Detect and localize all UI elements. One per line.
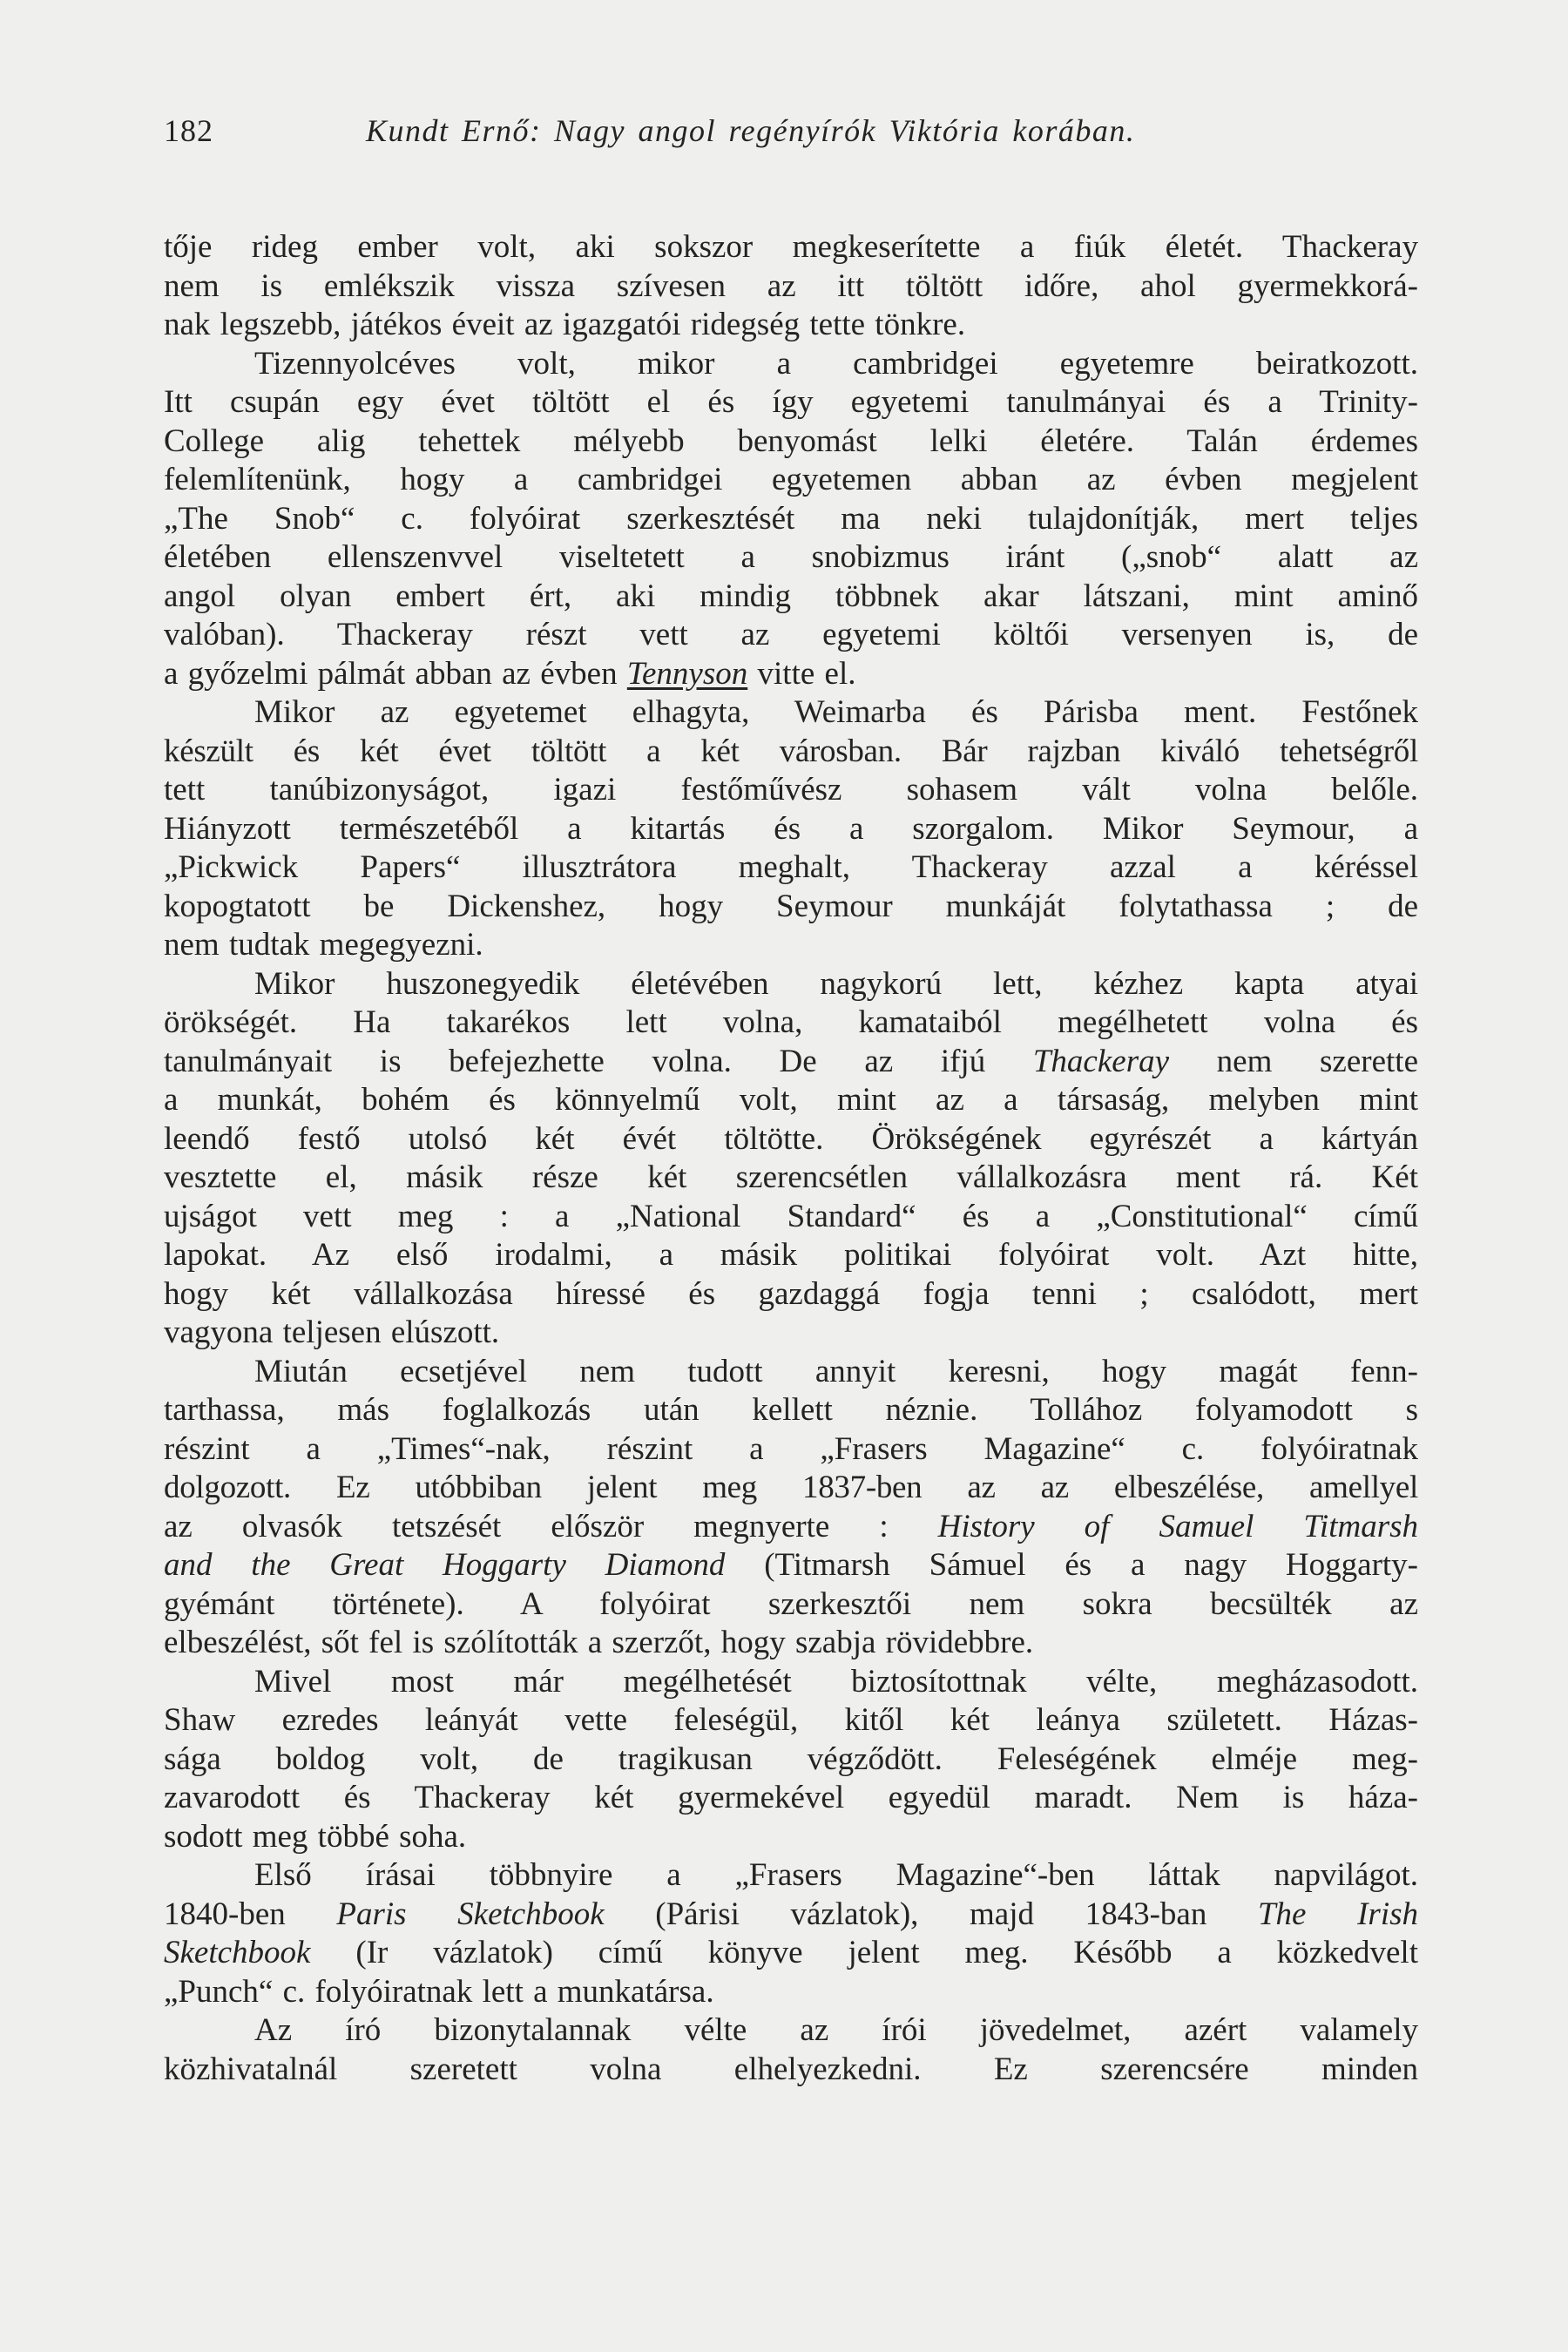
- text-line: Shaw ezredes leányát vette feleségül, kitől két leánya született. Házas-: [164, 1702, 1418, 1738]
- text-line: örökségét. Ha takarékos lett volna, kamataiból megélhetett volna és: [164, 1004, 1418, 1040]
- text-line: a munkát, bohém és könnyelmű volt, mint az a társaság, melyben mint: [164, 1082, 1418, 1118]
- text-line: a győzelmi pálmát abban az évben Tennyson vitte el.: [164, 655, 856, 692]
- text-line: leendő festő utolsó két évét töltötte. Örökségének egyrészét a kártyán: [164, 1120, 1418, 1157]
- text-line: „Pickwick Papers“ illusztrátora meghalt, Thackeray azzal a kéréssel: [164, 849, 1418, 885]
- text-line: Hiányzott természetéből a kitartás és a szorgalom. Mikor Seymour, a: [164, 810, 1418, 847]
- text-line: tarthassa, más foglalkozás után kellett néznie. Tollához folyamodott s: [164, 1392, 1418, 1428]
- italic-title: The Irish: [1257, 1896, 1419, 1932]
- text-line: Miután ecsetjével nem tudott annyit keresni, hogy magát fenn-: [254, 1353, 1418, 1389]
- text-line: and the Great Hoggarty Diamond (Titmarsh Sámuel és a nagy Hoggarty-: [164, 1547, 1418, 1583]
- text-line: készült és két évet töltött a két városban. Bár rajzban kiváló tehetségről: [164, 733, 1418, 769]
- text-line: tanulmányait is befejezhette volna. De az ifjú Thackeray nem szerette: [164, 1043, 1418, 1079]
- text-line: „Punch“ c. folyóiratnak lett a munkatársa.: [164, 1973, 714, 2010]
- text-line: részint a „Times“-nak, részint a „Frasers Magazine“ c. folyóiratnak: [164, 1430, 1418, 1467]
- italic-name: Tennyson: [626, 655, 748, 692]
- italic-name: Thackeray: [1032, 1043, 1170, 1079]
- italic-title: Sketchbook: [164, 1935, 311, 1970]
- text-line: felemlítenünk, hogy a cambridgei egyetemen abban az évben megjelent: [164, 462, 1418, 497]
- text-line: „The Snob“ c. folyóirat szerkesztését ma neki tulajdonítják, mert teljes: [164, 500, 1418, 537]
- text-line: ujságot vett meg : a „National Standard“ és a „Constitutional“ című: [164, 1198, 1418, 1234]
- text-line: valóban). Thackeray részt vett az egyetemi költői versenyen is, de: [164, 617, 1418, 652]
- text-line: sodott meg többé soha.: [164, 1818, 467, 1855]
- text-line: 1840-ben Paris Sketchbook (Párisi vázlatok), majd 1843-ban The Irish: [164, 1896, 1419, 1932]
- page-header: [164, 105, 1418, 157]
- italic-title: and the Great Hoggarty Diamond: [164, 1547, 726, 1583]
- page-number: 182: [164, 113, 213, 148]
- text-line: Sketchbook (Ir vázlatok) című könyve jelent meg. Később a közkedvelt: [164, 1935, 1418, 1970]
- text-line: angol olyan embert ért, aki mindig többnek akar látszani, mint aminő: [164, 578, 1418, 614]
- text-line: vagyona teljesen elúszott.: [164, 1315, 500, 1350]
- text-line: Az író bizonytalannak vélte az írói jövedelmet, azért valamely: [254, 2012, 1418, 2048]
- text-line: Itt csupán egy évet töltött el és így egyetemi tanulmányai és a Trinity-: [164, 384, 1418, 420]
- text-line: tője rideg ember volt, aki sokszor megkeserítette a fiúk életét. Thackeray: [164, 229, 1418, 265]
- text-line: Mivel most már megélhetését biztosítottnak vélte, megházasodott.: [254, 1663, 1418, 1700]
- text-line: tett tanúbizonyságot, igazi festőművész sohasem vált volna belőle.: [164, 772, 1418, 808]
- text-line: nak legszebb, játékos éveit az igazgatói ridegség tette tönkre.: [164, 307, 966, 342]
- text-line: College alig tehettek mélyebb benyomást lelki életére. Talán érdemes: [164, 422, 1418, 459]
- text-line: Mikor huszonegyedik életévében nagykorú lett, kézhez kapta atyai: [254, 965, 1418, 1002]
- text-line: életében ellenszenvvel viseltetett a snobizmus iránt („snob“ alatt az: [164, 539, 1418, 575]
- text-line: közhivatalnál szeretett volna elhelyezkedni. Ez szerencsére minden: [164, 2051, 1418, 2087]
- running-title: Kundt Ernő: Nagy angol regényírók Viktória korában.: [366, 113, 1136, 148]
- text-line: Tizennyolcéves volt, mikor a cambridgei egyetemre beiratkozott.: [254, 345, 1418, 382]
- text-line: kopogtatott be Dickenshez, hogy Seymour munkáját folytathassa ; de: [164, 888, 1418, 924]
- text-line: nem is emlékszik vissza szívesen az itt töltött időre, ahol gyermekkorá-: [164, 267, 1418, 304]
- text-line: Első írásai többnyire a „Frasers Magazine“-ben láttak napvilágot.: [254, 1857, 1418, 1893]
- text-line: sága boldog volt, de tragikusan végződött. Feleségének elméje meg-: [164, 1740, 1418, 1777]
- text-line: dolgozott. Ez utóbbiban jelent meg 1837-ben az az elbeszélése, amellyel: [164, 1470, 1418, 1505]
- text-line: elbeszélést, sőt fel is szólították a szerzőt, hogy szabja rövidebbre.: [164, 1625, 1034, 1660]
- text-line: hogy két vállalkozása híressé és gazdaggá fogja tenni ; csalódott, mert: [164, 1275, 1418, 1312]
- text-line: vesztette el, másik része két szerencsétlen vállalkozásra ment rá. Két: [164, 1159, 1418, 1195]
- italic-title: History of Samuel Titmarsh: [937, 1508, 1418, 1544]
- text-line: zavarodott és Thackeray két gyermekével egyedül maradt. Nem is háza-: [164, 1780, 1418, 1815]
- body-text: [164, 228, 1418, 2089]
- italic-title: Paris Sketchbook: [336, 1896, 605, 1932]
- text-line: lapokat. Az első irodalmi, a másik politikai folyóirat volt. Azt hitte,: [164, 1237, 1418, 1273]
- text-line: Mikor az egyetemet elhagyta, Weimarba és Párisba ment. Festőnek: [254, 694, 1418, 730]
- text-line: az olvasók tetszését először megnyerte : History of Samuel Titmarsh: [164, 1508, 1418, 1544]
- text-line: gyémánt története). A folyóirat szerkesztői nem sokra becsülték az: [164, 1585, 1418, 1622]
- text-line: nem tudtak megegyezni.: [164, 927, 483, 963]
